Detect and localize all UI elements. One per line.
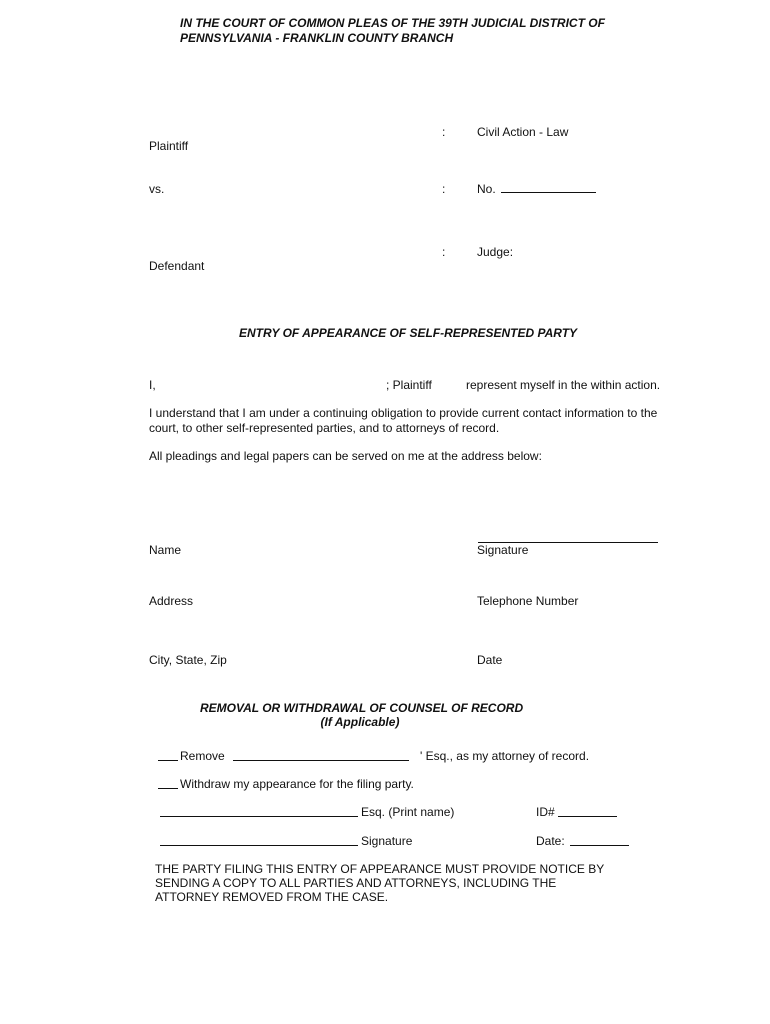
entry-i-label: I, [149, 378, 156, 392]
attorney-print-name-line[interactable] [160, 816, 358, 817]
court-heading-line-1: IN THE COURT OF COMMON PLEAS OF THE 39TH JUDICIAL DISTRICT OF [180, 16, 605, 30]
civil-action-label: Civil Action - Law [477, 125, 569, 139]
id-label: ID# [536, 805, 555, 819]
esq-print-label: Esq. (Print name) [361, 805, 455, 819]
withdraw-checkbox-line[interactable] [158, 788, 178, 789]
notice-line-1: THE PARTY FILING THIS ENTRY OF APPEARANCE MUST PROVIDE NOTICE BY [155, 862, 605, 876]
notice-line-2: SENDING A COPY TO ALL PARTIES AND ATTORNEYS, INCLUDING THE [155, 876, 557, 890]
telephone-label: Telephone Number [477, 594, 579, 608]
obligation-text-line-1: I understand that I am under a continuing obligation to provide current contact information to the [149, 406, 658, 420]
removal-subtitle: (If Applicable) [320, 715, 400, 729]
entry-plaintiff-role: ; Plaintiff [386, 378, 432, 392]
plaintiff-label: Plaintiff [149, 139, 189, 153]
case-number-line[interactable] [501, 192, 596, 193]
date-label: Date [477, 653, 503, 667]
caption-colon-3: : [442, 245, 446, 259]
entry-represent-text: represent myself in the within action. [466, 378, 661, 392]
name-label: Name [149, 543, 182, 557]
remove-suffix: ' Esq., as my attorney of record. [420, 749, 590, 763]
city-state-zip-label: City, State, Zip [149, 653, 227, 667]
case-number-label: No. [477, 182, 496, 196]
attorney-signature-line[interactable] [160, 845, 358, 846]
judge-label: Judge: [477, 245, 514, 259]
withdraw-label: Withdraw my appearance for the filing party. [180, 777, 414, 791]
removal-date-line[interactable] [570, 845, 629, 846]
vs-label: vs. [149, 182, 165, 196]
court-heading-line-2: PENNSYLVANIA - FRANKLIN COUNTY BRANCH [180, 31, 454, 45]
notice-line-3: ATTORNEY REMOVED FROM THE CASE. [155, 890, 389, 904]
removal-title: REMOVAL OR WITHDRAWAL OF COUNSEL OF RECORD [200, 701, 524, 715]
signature-label: Signature [477, 543, 529, 557]
address-label: Address [149, 594, 194, 608]
caption-colon-1: : [442, 125, 446, 139]
id-line[interactable] [558, 816, 617, 817]
caption-colon-2: : [442, 182, 446, 196]
entry-title: ENTRY OF APPEARANCE OF SELF-REPRESENTED PARTY [239, 326, 578, 340]
remove-label: Remove [180, 749, 225, 763]
removal-date-label: Date: [536, 834, 565, 848]
defendant-label: Defendant [149, 259, 205, 273]
service-text: All pleadings and legal papers can be served on me at the address below: [149, 449, 542, 463]
obligation-text-line-2: court, to other self-represented parties, and to attorneys of record. [149, 421, 500, 435]
remove-attorney-name-line[interactable] [233, 760, 409, 761]
remove-checkbox-line[interactable] [158, 760, 178, 761]
attorney-signature-label: Signature [361, 834, 413, 848]
